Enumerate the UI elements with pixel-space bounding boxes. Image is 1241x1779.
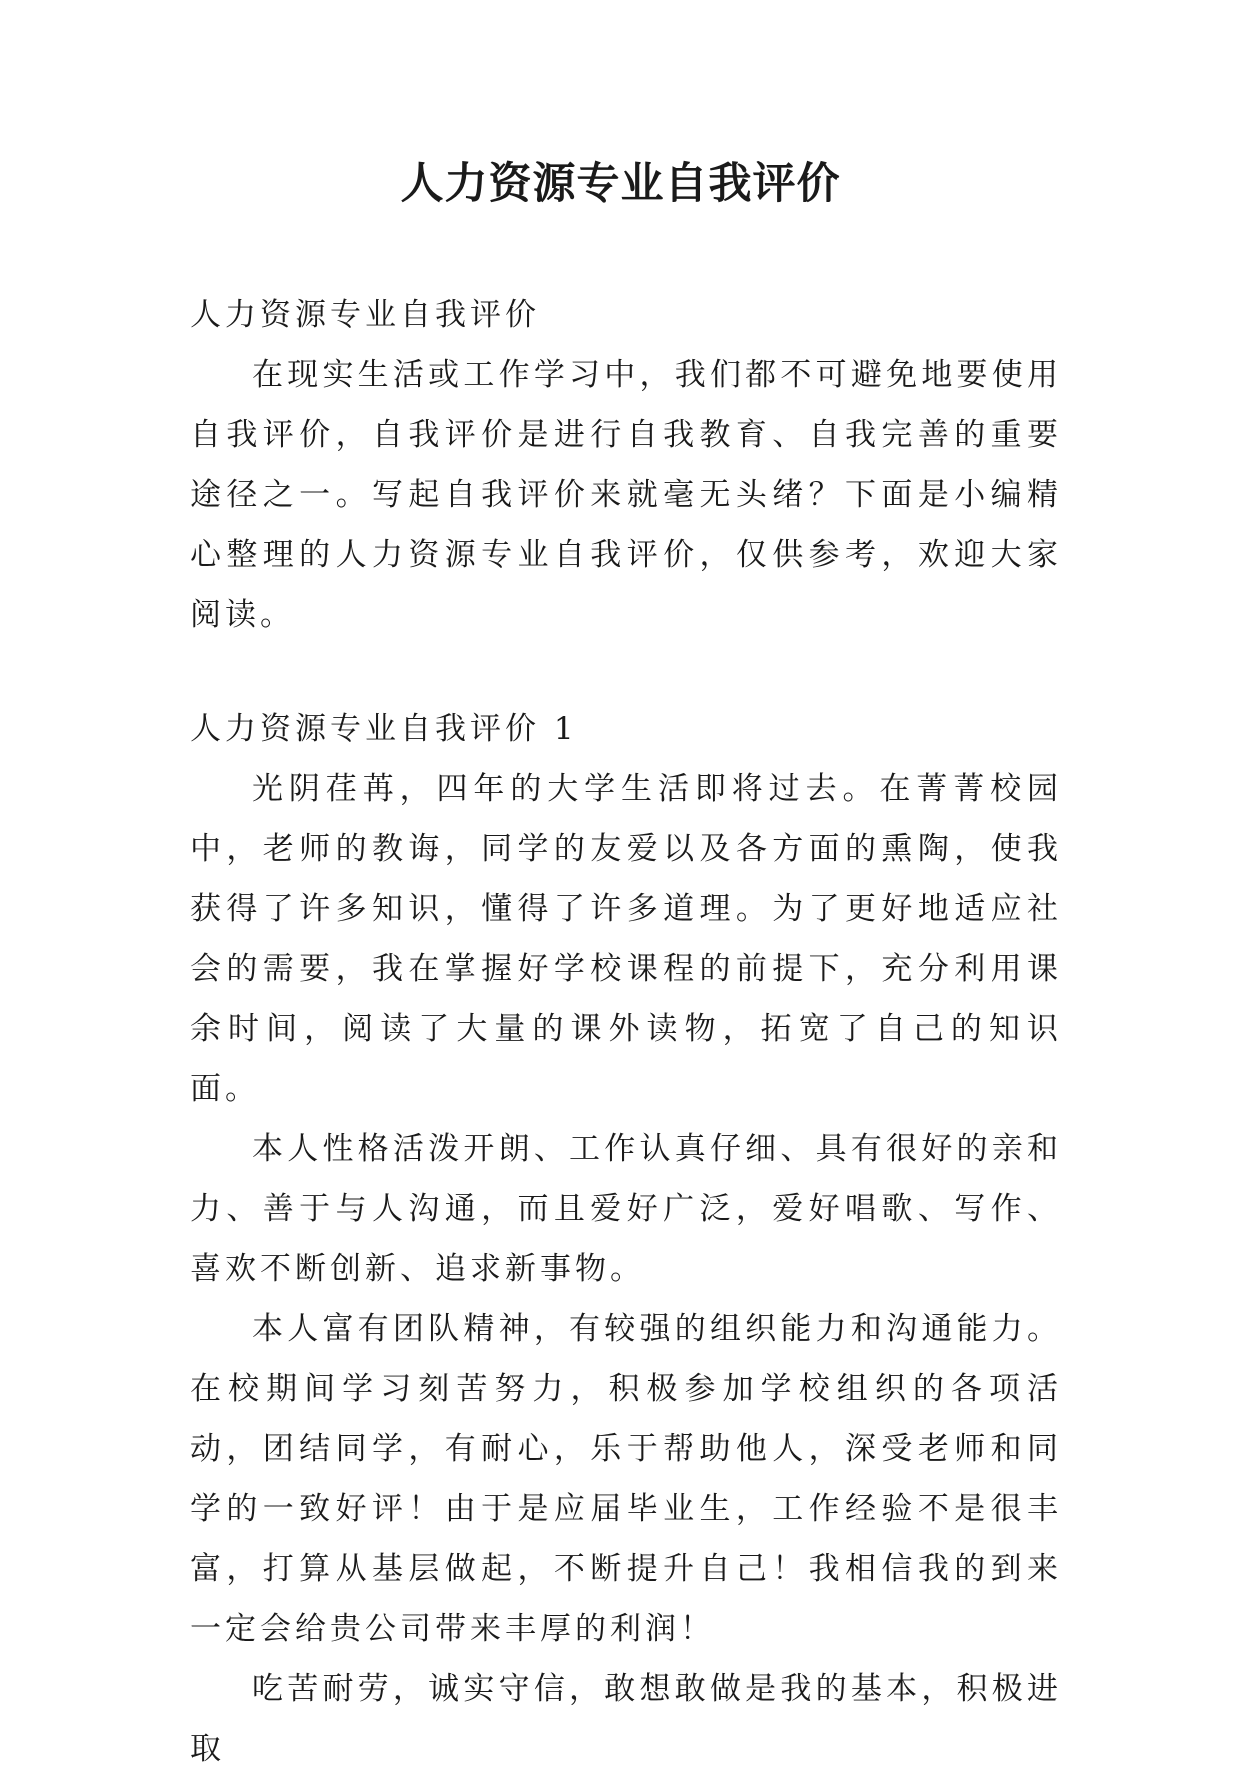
intro-heading: 人力资源专业自我评价: [190, 297, 540, 333]
section-spacer: [190, 645, 1062, 699]
section1-paragraph-4: 吃苦耐劳，诚实守信，敢想敢做是我的基本，积极进取: [190, 1671, 1062, 1767]
section1-paragraph-2: 本人性格活泼开朗、工作认真仔细、具有很好的亲和力、善于与人沟通，而且爱好广泛，爱好唱歌、写作、喜欢不断创新、追求新事物。: [190, 1131, 1062, 1287]
section1-paragraph-3: 本人富有团队精神，有较强的组织能力和沟通能力。在校期间学习刻苦努力，积极参加学校组织的各项活动，团结同学，有耐心，乐于帮助他人，深受老师和同学的一致好评！由于是应届毕业生，工作经验不是很丰富，打算从基层做起，不断提升自己！我相信我的到来一定会给贵公司带来丰厚的利润！: [190, 1311, 1062, 1647]
document-body: [190, 285, 1062, 1779]
section1-paragraph-1: 光阴荏苒，四年的大学生活即将过去。在菁菁校园中，老师的教诲，同学的友爱以及各方面的熏陶，使我获得了许多知识，懂得了许多道理。为了更好地适应社会的需要，我在掌握好学校课程的前提下，充分利用课余时间，阅读了大量的课外读物，拓宽了自己的知识面。: [190, 771, 1062, 1107]
intro-paragraph: 在现实生活或工作学习中，我们都不可避免地要使用自我评价，自我评价是进行自我教育、自我完善的重要途径之一。写起自我评价来就毫无头绪？下面是小编精心整理的人力资源专业自我评价，仅供参考，欢迎大家阅读。: [190, 357, 1062, 633]
section1-heading: 人力资源专业自我评价 1: [190, 711, 578, 747]
document-title: 人力资源专业自我评价: [400, 159, 841, 209]
